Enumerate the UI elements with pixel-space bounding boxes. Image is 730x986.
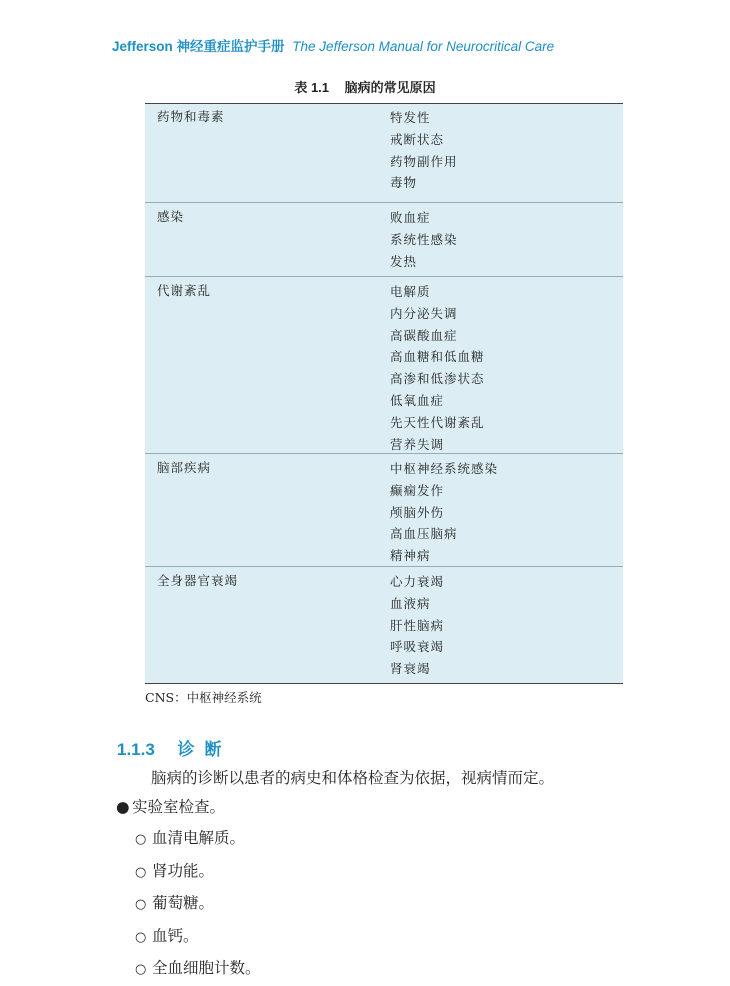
sub-bullet-item <box>135 888 261 921</box>
causes-table <box>145 103 623 684</box>
section-heading <box>117 735 232 760</box>
table-category: 代谢紊乱 <box>157 283 212 298</box>
sub-bullet-item <box>135 921 261 954</box>
table-item: 内分泌失调 <box>390 305 458 321</box>
table-item: 毒物 <box>390 175 418 191</box>
table-item: 高血压脑病 <box>390 526 458 542</box>
table-group-metabolic <box>145 276 623 454</box>
sub-bullet-item <box>135 953 261 986</box>
table-group-brain <box>145 453 623 567</box>
table-item: 低氧血症 <box>390 392 445 408</box>
table-item: 药物副作用 <box>390 153 458 169</box>
table-bottom-rule <box>145 683 623 684</box>
table-item: 精神病 <box>390 548 431 564</box>
table-item: 高渗和低渗状态 <box>390 371 485 387</box>
table-category: 药物和毒素 <box>157 109 225 124</box>
table-item: 戒断状态 <box>390 131 445 147</box>
sub-bullet-text: 血钙。 <box>152 926 199 945</box>
table-item: 系统性感染 <box>390 231 458 247</box>
table-item: 心力衰竭 <box>390 574 445 589</box>
table-items <box>390 571 444 680</box>
bullet-dot-icon: ● <box>116 798 130 816</box>
table-items <box>390 458 498 567</box>
table-category: 全身器官衰竭 <box>157 573 239 588</box>
running-head <box>112 35 554 55</box>
table-item: 肾衰竭 <box>390 661 431 677</box>
table-item: 血液病 <box>390 595 431 611</box>
table-item: 先天性代谢紊乱 <box>390 414 485 430</box>
sub-bullet-text: 血清电解质。 <box>152 829 246 847</box>
table-items <box>390 207 458 272</box>
section-title: 诊断 <box>177 740 232 759</box>
bullet-text: 实验室检查。 <box>132 798 226 816</box>
table-items <box>390 107 458 194</box>
circle-bullet-icon: ○ <box>135 962 147 977</box>
table-item: 癫痫发作 <box>390 482 445 498</box>
table-footnote: CNS：中枢神经系统 <box>145 690 262 705</box>
table-item: 特发性 <box>390 110 431 125</box>
table-item: 发热 <box>390 253 418 269</box>
table-item: 营养失调 <box>390 436 445 452</box>
body-paragraph: 脑病的诊断以患者的病史和体格检查为依据，视病情而定。 <box>151 769 555 787</box>
table-items <box>390 281 485 455</box>
table-item: 呼吸衰竭 <box>390 639 445 655</box>
table-item: 中枢神经系统感染 <box>390 461 499 476</box>
table-caption <box>0 77 730 96</box>
section-number: 1.1.3 <box>117 740 155 759</box>
sub-bullet-list <box>135 823 261 986</box>
table-item: 高血糖和低血糖 <box>390 349 485 365</box>
table-item: 颅脑外伤 <box>390 504 445 520</box>
table-group-drugs <box>145 103 623 202</box>
table-category: 感染 <box>157 209 185 224</box>
table-item: 电解质 <box>390 284 431 299</box>
circle-bullet-icon: ○ <box>135 929 147 945</box>
sub-bullet-item <box>135 856 261 889</box>
bullet-item <box>116 795 225 817</box>
sub-bullet-text: 肾功能。 <box>152 861 215 880</box>
running-head-title-en: The Jefferson Manual for Neurocritical Care <box>292 39 555 54</box>
sub-bullet-text: 葡萄糖。 <box>152 894 215 912</box>
table-group-infection <box>145 202 623 277</box>
table-title: 脑病的常见原因 <box>344 80 436 95</box>
table-item: 高碳酸血症 <box>390 327 458 343</box>
circle-bullet-icon: ○ <box>135 864 147 880</box>
table-group-organ-failure <box>145 566 623 685</box>
running-head-title-cn: Jefferson 神经重症监护手册 <box>112 39 285 54</box>
circle-bullet-icon: ○ <box>135 897 147 912</box>
table-item: 肝性脑病 <box>390 617 445 633</box>
table-item: 败血症 <box>390 210 431 225</box>
sub-bullet-text: 全血细胞计数。 <box>152 959 261 977</box>
circle-bullet-icon: ○ <box>135 832 147 847</box>
sub-bullet-item <box>135 823 261 856</box>
table-category: 脑部疾病 <box>157 460 212 475</box>
table-number: 表 1.1 <box>294 80 330 95</box>
